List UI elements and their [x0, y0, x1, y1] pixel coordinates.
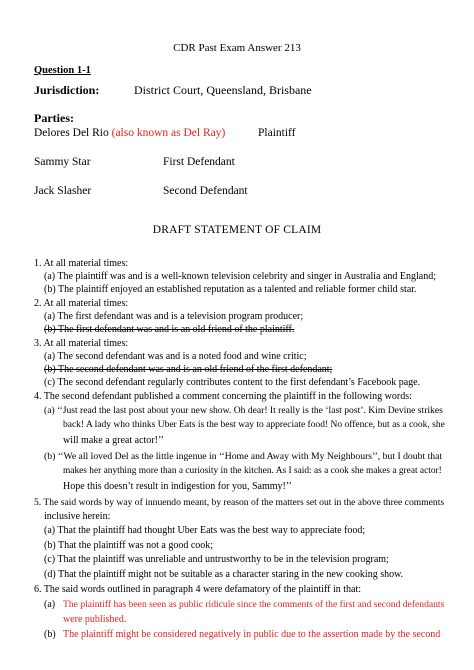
paragraph-1: 1. At all material times: [34, 258, 129, 269]
paragraph-5c: (c) That the plaintiff was unreliable and untrustworthy to be in the television program; [44, 554, 389, 565]
party-alias: (also known as Del Ray) [111, 127, 226, 139]
paragraph-4a-line3: will make a great actor!’’ [63, 435, 164, 446]
document-title: DRAFT STATEMENT OF CLAIM [152, 224, 322, 236]
question-heading: Question 1-1 [34, 65, 91, 76]
parties-heading: Parties: [34, 111, 74, 125]
paragraph-6a-line2: were published. [63, 614, 127, 625]
paragraph-4b-line2: makes her anything more than a curiosity in the kitchen. As I said: as a cook she makes a great actor! [63, 466, 442, 476]
paragraph-6a-line1: The plaintiff has been seen as public ridicule since the comments of the first and second defendants [63, 599, 445, 610]
paragraph-5a: (a) That the plaintiff had thought Uber Eats was the best way to appreciate food; [44, 525, 366, 536]
paragraph-6a-label: (a) [44, 599, 56, 610]
paragraph-1b: (b) The plaintiff enjoyed an established reputation as a talented and reliable former child star. [44, 284, 417, 295]
paragraph-5b: (b) That the plaintiff was not a good cook; [44, 540, 214, 551]
party-role: Plaintiff [258, 127, 296, 139]
party-role: Second Defendant [163, 185, 248, 197]
paragraph-4a-line1: (a) ‘‘Just read the last post about your new show. Oh dear! It really is the ‘last post’. Kim Devine strikes [44, 405, 443, 416]
paragraph-2b-struck: (b) The first defendant was and is an old friend of the plaintiff. [44, 324, 295, 335]
paragraph-6: 6. The said words outlined in paragraph 4 were defamatory of the plaintiff in that: [34, 584, 362, 595]
paragraph-4a-line2: back! A lady who thinks Uber Eats is the best way to appreciate food! No offence, but as a cook, she [63, 420, 445, 430]
paragraph-1a: (a) The plaintiff was and is a well-known television celebrity and singer in Australia and England; [44, 271, 437, 282]
paragraph-6b-line1: The plaintiff might be considered negatively in public due to the assertion made by the second [63, 629, 441, 640]
jurisdiction-label: Jurisdiction: [34, 83, 100, 97]
page-header: CDR Past Exam Answer 213 [173, 42, 301, 54]
paragraph-3a: (a) The second defendant was and is a noted food and wine critic; [44, 351, 307, 362]
paragraph-3: 3. At all material times: [34, 338, 129, 349]
paragraph-4: 4. The second defendant published a comment concerning the plaintiff in the following words: [34, 391, 412, 402]
paragraph-2: 2. At all material times: [34, 298, 129, 309]
paragraph-4b-line1: (b) ‘‘We all loved Del as the little ingenue in ‘‘Home and Away with My Neighbours’’, but I doubt that [44, 451, 443, 462]
paragraph-5-line1: 5. The said words by way of innuendo meant, by reason of the matters set out in the above three comments [34, 497, 445, 508]
party-name: Delores Del Rio [34, 127, 109, 139]
paragraph-3c: (c) The second defendant regularly contributes content to the first defendant’s Facebook page. [44, 377, 421, 388]
jurisdiction-value: District Court, Queensland, Brisbane [134, 83, 312, 97]
party-name: Sammy Star [34, 156, 91, 168]
paragraph-5d: (d) That the plaintiff might not be suitable as a character staring in the new cooking show. [44, 569, 404, 580]
party-role: First Defendant [163, 156, 235, 168]
party-plaintiff [34, 127, 225, 139]
paragraph-5-line2: inclusive herein: [44, 511, 111, 522]
paragraph-6b-label: (b) [44, 629, 56, 640]
party-name: Jack Slasher [34, 185, 92, 197]
paragraph-4b-line3: Hope this doesn’t result in indigestion for you, Sammy!’’ [63, 481, 292, 492]
paragraph-3b-struck: (b) The second defendant was and is an old friend of the first defendant; [44, 364, 333, 375]
paragraph-2a: (a) The first defendant was and is a television program producer; [44, 311, 304, 322]
